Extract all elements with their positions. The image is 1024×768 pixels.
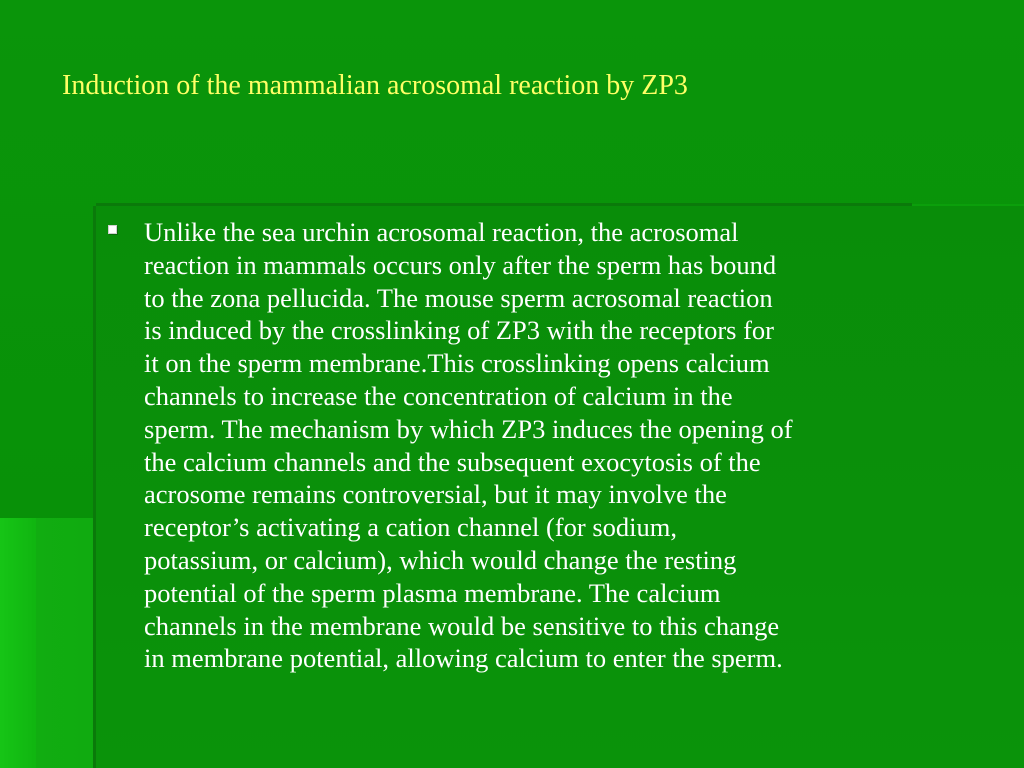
bullet-line: it on the sperm membrane.This crosslinking opens calcium — [144, 348, 770, 379]
bullet-line: is induced by the crosslinking of ZP3 with the receptors for — [144, 315, 774, 346]
bullet-line: receptor’s activating a cation channel (for sodium, — [144, 512, 677, 543]
square-bullet-icon — [108, 225, 117, 234]
bullet-text — [144, 216, 994, 675]
bullet-line: channels in the membrane would be sensitive to this change — [144, 610, 780, 641]
content-panel-top-edge — [96, 203, 912, 206]
bullet-line: channels to increase the concentration of calcium in the — [144, 380, 733, 411]
bullet-line: reaction in mammals occurs only after the sperm has bound — [144, 249, 777, 280]
bullet-line: Unlike the sea urchin acrosomal reaction, the acrosomal — [144, 217, 739, 247]
bullet-line: to the zona pellucida. The mouse sperm acrosomal reaction — [144, 282, 773, 313]
bullet-line: the calcium channels and the subsequent exocytosis of the — [144, 446, 761, 477]
content-panel-left-edge — [93, 206, 96, 768]
background-left-strip — [0, 518, 36, 768]
bullet-line: potassium, or calcium), which would change the resting — [144, 544, 737, 575]
bullet-line: in membrane potential, allowing calcium to enter the sperm. — [144, 643, 783, 674]
bullet-line: sperm. The mechanism by which ZP3 induces the opening of — [144, 413, 793, 444]
bullet-line: acrosome remains controversial, but it may involve the — [144, 479, 727, 510]
slide-title: Induction of the mammalian acrosomal reaction by ZP3 — [62, 70, 688, 101]
bullet-list — [108, 216, 988, 675]
bullet-item — [108, 216, 988, 675]
bullet-line: potential of the sperm plasma membrane. The calcium — [144, 577, 721, 608]
